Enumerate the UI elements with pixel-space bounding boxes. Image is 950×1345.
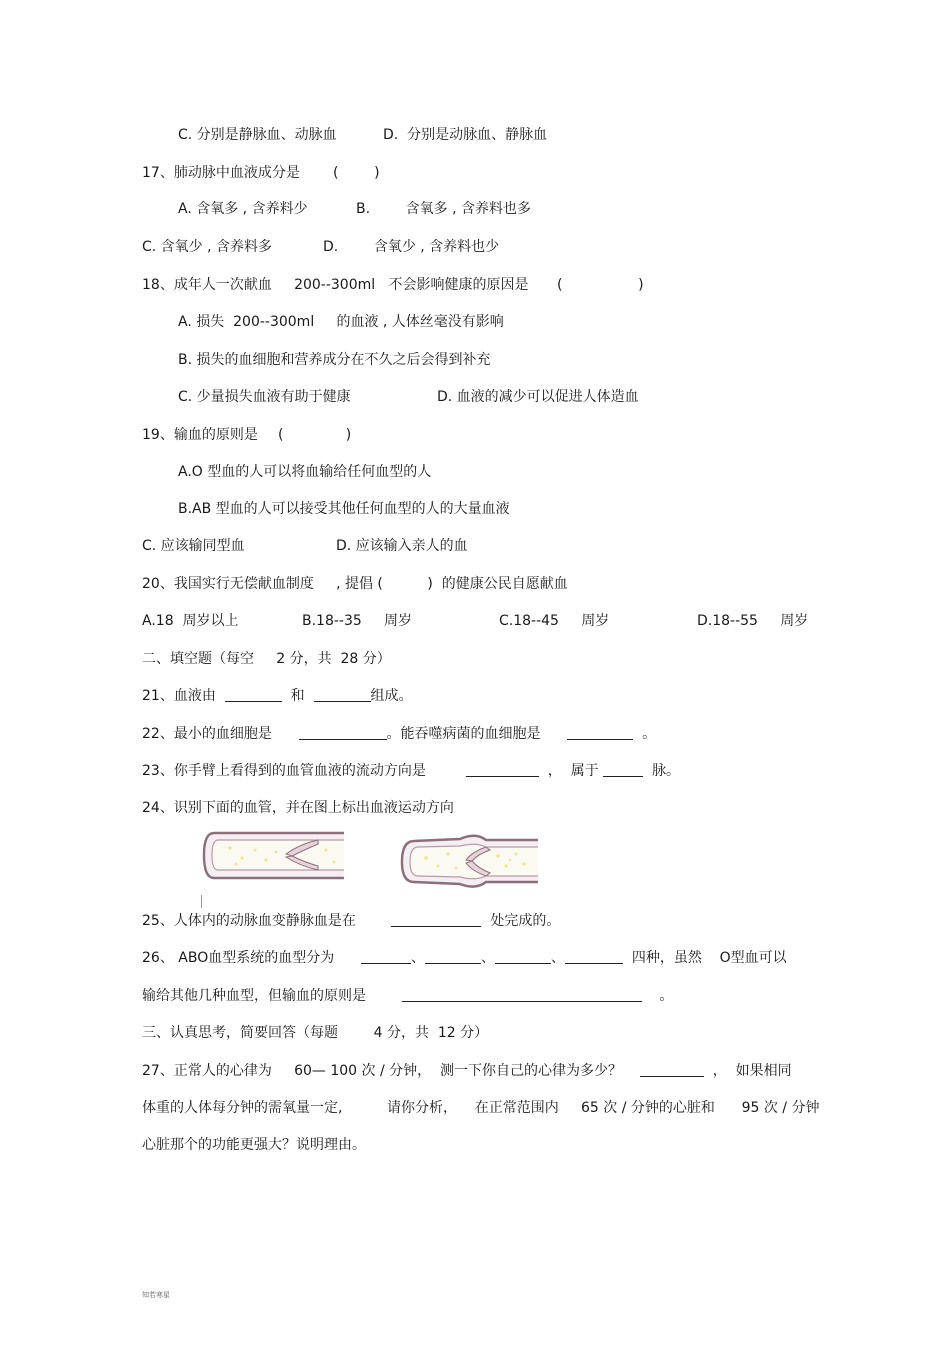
q22: [142, 725, 656, 743]
q27-line-1: [142, 1062, 792, 1080]
q21-blank-1[interactable]: [225, 687, 282, 702]
q25: [142, 912, 560, 930]
q27-line1-text-a: 27、正常人的心律为 60— 100 次 / 分钟， 测一下你自己的心律为多少？: [142, 1063, 623, 1079]
q22-blank-1[interactable]: [299, 725, 387, 740]
q26-sep-3: 、: [550, 950, 565, 966]
q19-stem: 19、输血的原则是: [142, 427, 258, 443]
q22-blank-2[interactable]: [567, 725, 633, 740]
q23-blank-2[interactable]: [603, 762, 643, 777]
vein2-lumen: [410, 844, 538, 879]
q21: [142, 687, 413, 705]
q17-answer-paren: ( ): [333, 165, 380, 181]
q27-line1-text-b: ， 如果相同: [712, 1063, 792, 1079]
q19-option-a: A.O 型血的人可以将血输给任何血型的人: [178, 464, 432, 480]
q25-blank[interactable]: [391, 912, 481, 927]
q19-option-d: D. 应该输入亲人的血: [336, 538, 468, 554]
q18-option-c: C. 少量损失血液有助于健康: [178, 389, 351, 405]
q20-option-a: A.18 周岁以上: [142, 613, 239, 629]
q22-text-c: 。: [642, 726, 657, 742]
q26-line2-text-b: 。: [659, 988, 674, 1004]
q20-stem: 20、我国实行无偿献血制度 , 提倡 ( ) 的健康公民自愿献血: [142, 576, 568, 592]
q26-line-1: [142, 949, 787, 967]
q18-stem: 18、成年人一次献血 200--300ml 不会影响健康的原因是: [142, 277, 529, 293]
q17-option-d: D. 含氧少 , 含养料也少: [323, 239, 500, 255]
q23-text-b: ， 属于: [547, 763, 599, 779]
q26-line-2: [142, 987, 673, 1005]
vein-diagram: [200, 830, 348, 882]
q20-option-d: D.18--55 周岁: [697, 613, 809, 629]
vein-lumen: [212, 840, 344, 870]
q17-option-c: C. 含氧少 , 含养料多: [142, 239, 273, 255]
q26-blank-1[interactable]: [361, 949, 411, 964]
q26-text-a: 26、 ABO血型系统的血型分为: [142, 950, 335, 966]
q26-blank-4[interactable]: [565, 949, 623, 964]
q25-text-a: 25、人体内的动脉血变静脉血是在: [142, 913, 356, 929]
q20-option-c: C.18--45 周岁: [499, 613, 610, 629]
q26-sep-1: 、: [410, 950, 425, 966]
q23: [142, 762, 680, 780]
q23-blank-1[interactable]: [466, 762, 539, 777]
q27-line-3: 心脏那个的功能更强大？说明理由。: [142, 1137, 366, 1153]
q18-answer-paren: ( ): [557, 277, 644, 293]
q26-blank-3[interactable]: [495, 949, 551, 964]
q24-stem: 24、识别下面的血管，并在图上标出血液运动方向: [142, 800, 454, 816]
q27-line-2: 体重的人体每分钟的需氧量一定, 请你分析， 在正常范围内 65 次 / 分钟的心脏和 95 次 / 分钟: [142, 1100, 820, 1116]
q17-stem: 17、肺动脉中血液成分是: [142, 165, 300, 181]
q16-option-c: C. 分别是静脉血、动脉血: [178, 127, 337, 143]
q22-text-b: 。能吞噬病菌的血细胞是: [386, 726, 541, 742]
q20-option-b: B.18--35 周岁: [302, 613, 413, 629]
q23-text-a: 23、你手臂上看得到的血管血液的流动方向是: [142, 763, 426, 779]
q26-text-b: 四种，虽然 O型血可以: [631, 950, 787, 966]
q26-blank-principle[interactable]: [402, 987, 642, 1002]
q19-answer-paren: ( ): [278, 427, 352, 443]
diagram-mark: [201, 895, 202, 908]
q16-option-d: D. 分别是动脉血、静脉血: [383, 127, 548, 143]
q27-blank[interactable]: [640, 1062, 704, 1077]
q26-blank-2[interactable]: [425, 949, 481, 964]
section-3-heading: 三、认真思考，简要回答（每题 4 分，共 12 分）: [142, 1025, 489, 1041]
q26-sep-2: 、: [480, 950, 495, 966]
q19-option-b: B.AB 型血的人可以接受其他任何血型的人的大量血液: [178, 501, 510, 517]
q25-text-b: 处完成的。: [490, 913, 561, 929]
section-2-heading: 二、填空题（每空 2 分，共 28 分）: [142, 651, 391, 667]
q21-blank-2[interactable]: [314, 687, 371, 702]
q26-line2-text-a: 输给其他几种血型，但输血的原则是: [142, 988, 366, 1004]
q17-option-b: B. 含氧多 , 含养料也多: [356, 201, 532, 217]
q18-option-b: B. 损失的血细胞和营养成分在不久之后会得到补充: [178, 352, 491, 368]
q18-option-a: A. 损失 200--300ml 的血液 , 人体丝毫没有影响: [178, 314, 504, 330]
q21-text-c: 组成。: [370, 688, 413, 704]
q23-text-c: 脉。: [652, 763, 681, 779]
footer-watermark: 知若寒星: [142, 1291, 170, 1299]
q19-option-c: C. 应该输同型血: [142, 538, 245, 554]
q21-text-a: 21、血液由: [142, 688, 216, 704]
q21-text-b: 和: [290, 688, 305, 704]
q18-option-d: D. 血液的减少可以促进人体造血: [437, 389, 639, 405]
q22-text-a: 22、最小的血细胞是: [142, 726, 272, 742]
vein-with-valve-diagram: [398, 830, 542, 890]
q17-option-a: A. 含氧多 , 含养料少: [178, 201, 308, 217]
